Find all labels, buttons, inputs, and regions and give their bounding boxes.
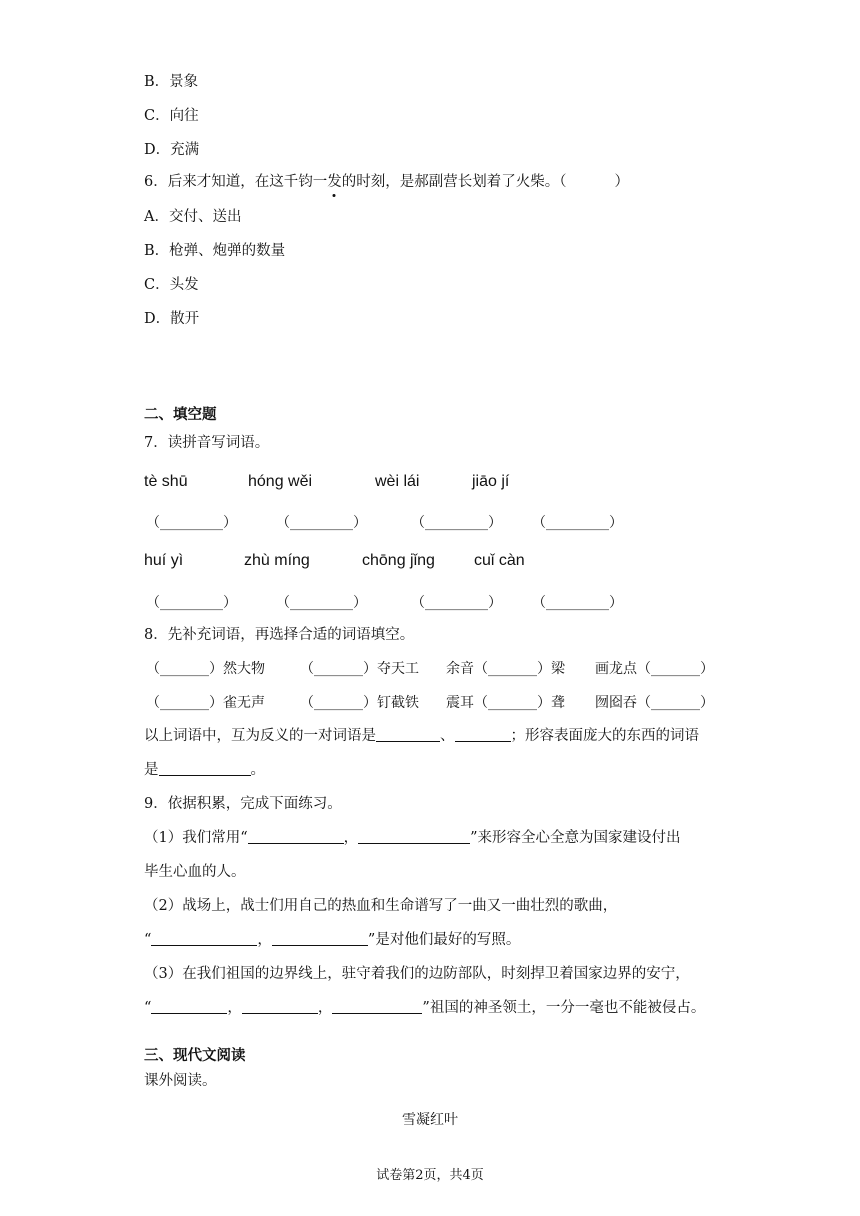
idiom-blank[interactable]: （_______）然大物 (146, 661, 265, 677)
q8-text: 以上词语中，互为反义的一对词语是 (144, 728, 376, 744)
idiom-blank[interactable]: （_______）钉截铁 (300, 695, 419, 711)
pinyin: jiāo jí (472, 473, 510, 490)
answer-blank[interactable]: （_________） (276, 595, 367, 611)
idiom-blank[interactable]: （_______）夺天工 (300, 661, 419, 677)
answer-blank[interactable]: （_________） (146, 515, 237, 531)
answer-line[interactable] (455, 727, 511, 742)
question-9: 9．依据积累，完成下面练习。 (144, 796, 342, 812)
q9-text: ， (343, 830, 359, 846)
section-3-subtitle: 课外阅读。 (144, 1073, 217, 1089)
q9-text: ”是对他们最好的写照。 (367, 932, 521, 948)
option-b-q5: B．景象 (144, 74, 199, 90)
answer-blank[interactable]: （_________） (411, 595, 502, 611)
question-8-line-4 (144, 760, 265, 780)
question-6-suffix: 的时刻，是郝副营长划着了火柴。（ (341, 174, 567, 190)
answer-line[interactable] (151, 999, 227, 1014)
question-6 (144, 172, 629, 192)
question-9-3: （3）在我们祖国的边界线上，驻守着我们的边防部队，时刻捍卫着国家边界的安宁， (144, 966, 690, 982)
q9-text: ， (257, 932, 272, 948)
q9-text: ， (227, 1000, 242, 1016)
pinyin: wèi lái (375, 473, 420, 490)
question-6-prefix: 6．后来才知道，在这千钧一 (144, 174, 328, 190)
q9-text: “ (144, 1000, 152, 1016)
answer-line[interactable] (242, 999, 318, 1014)
question-9-1 (144, 828, 681, 848)
pinyin: tè shū (144, 473, 188, 490)
pinyin: cuǐ càn (474, 552, 525, 569)
answer-blank[interactable]: （_________） (532, 595, 623, 611)
question-9-3-cont (144, 998, 705, 1018)
option-c-q6: C．头发 (144, 277, 199, 293)
option-c-q5: C．向往 (144, 108, 199, 124)
idiom-blank[interactable]: （_______）雀无声 (146, 695, 265, 711)
answer-blank[interactable]: （_________） (146, 595, 237, 611)
answer-line[interactable] (358, 829, 470, 844)
idiom-blank[interactable]: 余音（_______）梁 (446, 661, 565, 677)
q9-text: ”来形容全心全意为国家建设付出 (470, 830, 681, 846)
answer-blank[interactable]: （_________） (532, 515, 623, 531)
idiom-blank[interactable]: 囫囵吞（_______） (595, 695, 714, 711)
answer-line[interactable] (332, 999, 422, 1014)
page-footer: 试卷第2页，共4页 (376, 1168, 484, 1183)
section-3-title: 三、现代文阅读 (144, 1048, 246, 1064)
q9-text: （1）我们常用“ (144, 830, 248, 846)
question-9-1-cont: 毕生心血的人。 (144, 864, 246, 880)
pinyin: huí yì (144, 552, 184, 569)
answer-line[interactable] (159, 761, 251, 776)
option-d-q5: D．充满 (144, 142, 200, 158)
dotted-character: 发 (327, 174, 342, 190)
question-8-line-3 (144, 726, 699, 746)
option-b-q6: B．枪弹、炮弹的数量 (144, 243, 286, 259)
q9-text: ， (317, 1000, 333, 1016)
question-8: 8．先补充词语，再选择合适的词语填空。 (144, 627, 415, 643)
q8-sep: 、 (440, 728, 455, 744)
answer-line[interactable] (376, 727, 440, 742)
answer-line[interactable] (151, 931, 257, 946)
option-d-q6: D．散开 (144, 311, 200, 327)
q8-text: ；形容表面庞大的东西的词语 (510, 728, 699, 744)
question-6-end: ） (614, 174, 629, 190)
answer-line[interactable] (272, 931, 368, 946)
section-2-title: 二、填空题 (144, 407, 217, 423)
idiom-blank[interactable]: 画龙点（_______） (595, 661, 714, 677)
option-a-q6: A．交付、送出 (144, 209, 242, 225)
answer-line[interactable] (248, 829, 344, 844)
question-9-2: （2）战场上，战士们用自己的热血和生命谱写了一曲又一曲壮烈的歌曲， (144, 898, 618, 914)
idiom-blank[interactable]: 震耳（_______）聋 (446, 695, 565, 711)
q9-text: “ (144, 932, 152, 948)
q8-text: 。 (250, 762, 265, 778)
passage-title: 雪凝红叶 (402, 1112, 458, 1128)
answer-blank[interactable]: （_________） (276, 515, 367, 531)
answer-blank[interactable]: （_________） (411, 515, 502, 531)
question-7: 7．读拼音写词语。 (144, 435, 270, 451)
pinyin: zhù mínɡ (244, 552, 310, 569)
q9-text: ”祖国的神圣领土，一分一毫也不能被侵占。 (422, 1000, 706, 1016)
pinyin: chōnɡ jǐnɡ (362, 552, 435, 569)
q8-text: 是 (144, 762, 159, 778)
pinyin: hónɡ wěi (248, 473, 313, 490)
question-9-2-cont (144, 930, 520, 950)
